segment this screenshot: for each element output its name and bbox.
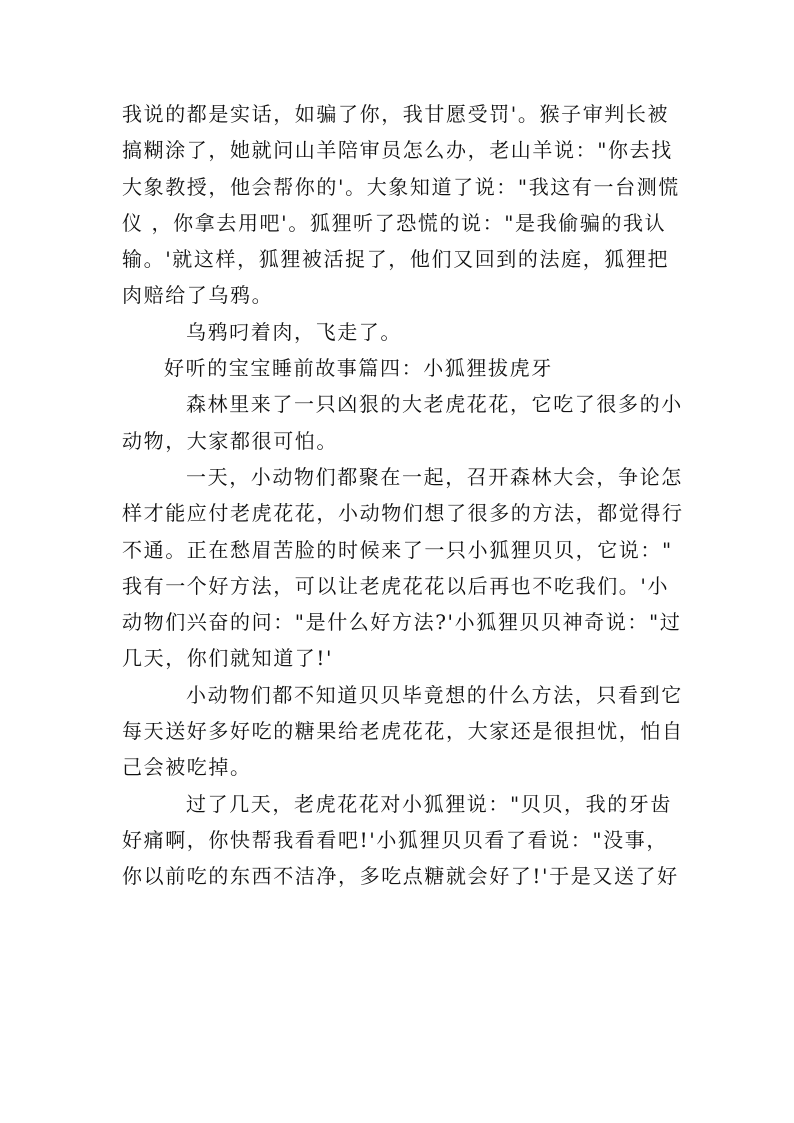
paragraph-line: 小动物们都不知道贝贝毕竟想的什么方法，只看到它	[186, 682, 683, 707]
text-line: 肉赔给了乌鸦。	[122, 283, 274, 308]
text-line: 搞糊涂了，她就问山羊陪审员怎么办，老山羊说："你去找	[122, 138, 673, 163]
text-line: 你以前吃的东西不洁净，多吃点糖就会好了!'于是又送了好	[122, 864, 679, 889]
text-line: 好痛啊，你快帮我看看吧!'小狐狸贝贝看了看说："没事，	[122, 827, 668, 852]
story-text	[122, 96, 684, 895]
text-line: 仪 ，你拿去用吧'。狐狸听了恐慌的说："是我偷骗的我认	[122, 210, 667, 235]
text-line: 每天送好多好吃的糖果给老虎花花，大家还是很担忧，怕自	[122, 719, 684, 744]
text-line: 我说的都是实话，如骗了你，我甘愿受罚'。猴子审判长被	[122, 102, 670, 126]
paragraph-line: 一天，小动物们都聚在一起，召开森林大会，争论怎	[186, 464, 683, 489]
text-line: 几天，你们就知道了!'	[122, 646, 334, 671]
text-line: 输。'就这样，狐狸被活捉了，他们又回到的法庭，狐狸把	[122, 247, 670, 272]
paragraph-line: 乌鸦叼着肉，飞走了。	[186, 319, 402, 344]
paragraph-line: 过了几天，老虎花花对小狐狸说："贝贝，我的牙齿	[186, 791, 672, 816]
paragraph-line: 森林里来了一只凶狠的大老虎花花，它吃了很多的小	[186, 392, 683, 417]
text-line: 己会被吃掉。	[122, 755, 252, 780]
section-heading: 好听的宝宝睡前故事篇四：小狐狸拔虎牙	[164, 356, 553, 381]
text-line: 大象教授，他会帮你的'。大象知道了说："我这有一台测慌	[122, 174, 680, 199]
text-line: 不通。正在愁眉苦脸的时候来了一只小狐狸贝贝，它说："	[122, 537, 673, 562]
text-line: 我有一个好方法，可以让老虎花花以后再也不吃我们。'小	[122, 573, 670, 598]
text-line: 动物，大家都很可怕。	[122, 428, 338, 453]
text-line: 样才能应付老虎花花，小动物们想了很多的方法，都觉得行	[122, 501, 684, 526]
text-line: 动物们兴奋的问："是什么好方法?'小狐狸贝贝神奇说："过	[122, 610, 682, 635]
